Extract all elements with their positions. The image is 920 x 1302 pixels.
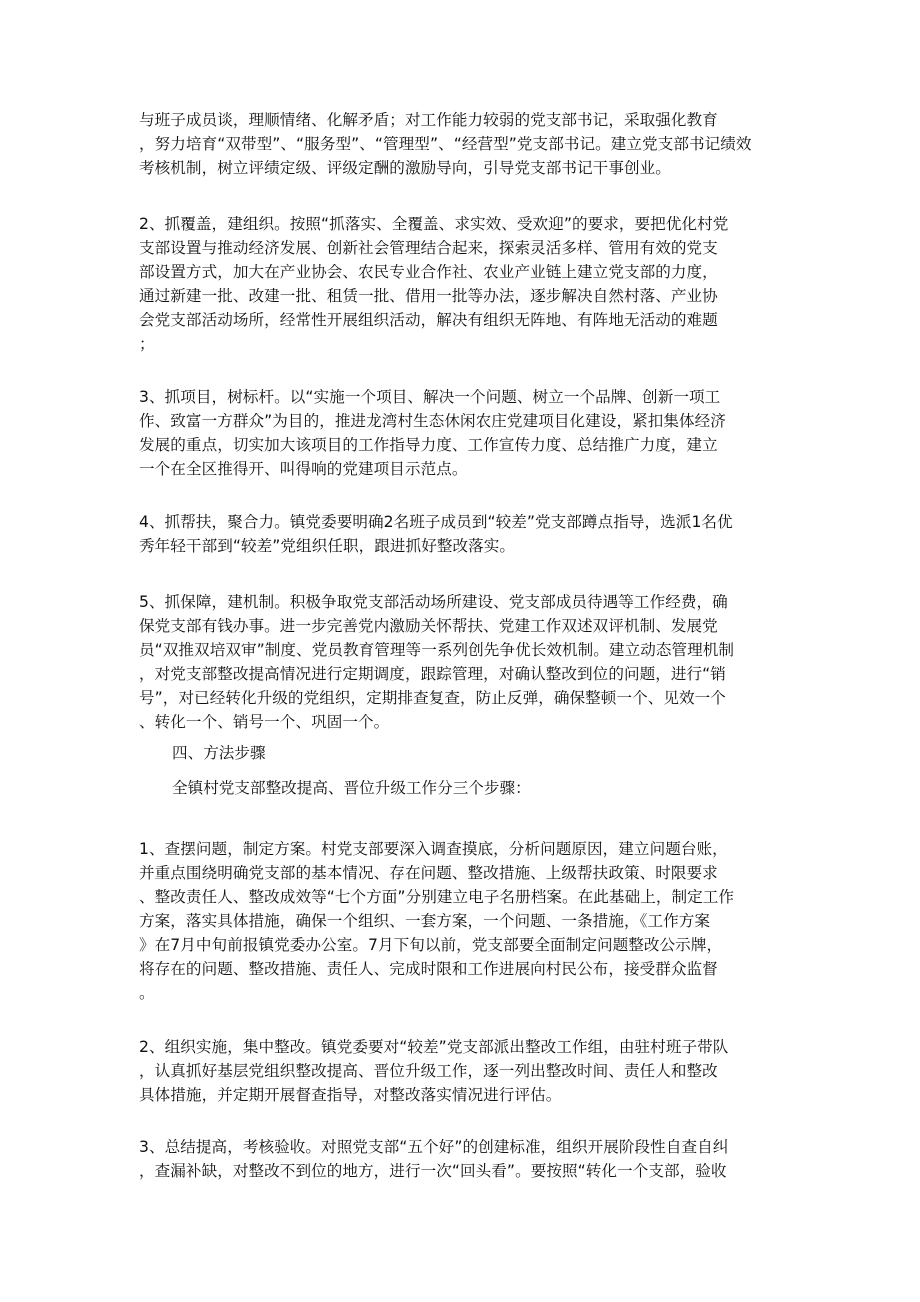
text-line: 员“双推双培双审”制度、党员教育管理等一系列创先争优长效机制。建立动态管理机制 [139,641,735,659]
text-line: ，对党支部整改提高情况进行定期调度，跟踪管理，对确认整改到位的问题，进行“销 [139,665,726,683]
paragraph-step-1 [139,837,784,1005]
paragraph-step-3 [139,1135,784,1183]
paragraph-item-3-projects [139,385,784,481]
text-line: 保党支部有钱办事。进一步完善党内激励关怀帮扶、党建工作双述双评机制、发展党 [139,617,718,635]
paragraph-item-5-guarantee [139,590,784,734]
text-line: 支部设置与推动经济发展、创新社会管理结合起来，探索灵活多样、管用有效的党支 [139,239,718,257]
text-line: 5、抓保障，建机制。积极争取党支部活动场所建设、党支部成员待遇等工作经费，确 [139,593,728,611]
text-line: ，认真抓好基层党组织整改提高、晋位升级工作，逐一列出整改时间、责任人和整改 [139,1062,718,1080]
text-line: 考核机制，树立评绩定级、评级定酬的激励导向，引导党支部书记干事创业。 [139,159,671,177]
paragraph-step-2 [139,1035,784,1107]
text-line: ，努力培育“双带型”、“服务型”、“管理型”、“经营型”党支部书记。建立党支部书记绩效 [139,135,752,153]
text-line: 会党支部活动场所，经常性开展组织活动，解决有组织无阵地、有阵地无活动的难题 [139,311,718,329]
text-line: 通过新建一批、改建一批、租赁一批、借用一批等办法，逐步解决自然村落、产业协 [139,287,718,305]
text-line: 具体措施，并定期开展督查指导，对整改落实情况进行评估。 [139,1086,562,1104]
text-line: 作、致富一方群众”为目的，推进龙湾村生态休闲农庄党建项目化建设，紧扣集体经济 [139,412,726,430]
section-intro: 全镇村党支部整改提高、晋位升级工作分三个步骤： [172,779,531,797]
text-line: 号”，对已经转化升级的党组织，定期排查复查，防止反弹，确保整顿一个、见效一个 [139,689,726,707]
text-line: 将存在的问题、整改措施、责任人、完成时限和工作进展向村民公布，接受群众监督 [139,960,718,978]
text-line: ，查漏补缺，对整改不到位的地方，进行一次“回头看”。要按照“转化一个支部，验收 [139,1162,727,1180]
text-line: 并重点围绕明确党支部的基本情况、存在问题、整改措施、上级帮扶政策、时限要求 [139,864,718,882]
text-line: 3、抓项目，树标杆。以“实施一个项目、解决一个问题、树立一个品牌、创新一项工 [139,388,721,406]
text-line: 》在7月中旬前报镇党委办公室。7月下旬以前，党支部要全面制定问题整改公示牌， [139,936,723,954]
text-line: 4、抓帮扶，聚合力。镇党委要明确2名班子成员到“较差”党支部蹲点指导，选派1名优 [139,513,733,531]
text-line: 2、组织实施，集中整改。镇党委要对“较差”党支部派出整改工作组，由驻村班子带队 [139,1038,729,1056]
text-line: 2、抓覆盖，建组织。按照“抓落实、全覆盖、求实效、受欢迎”的要求，要把优化村党 [139,215,729,233]
text-line: 。 [139,984,155,1002]
text-line: 3、总结提高，考核验收。对照党支部“五个好”的创建标准，组织开展阶段性自查自纠 [139,1138,729,1156]
text-line: 1、查摆问题，制定方案。村党支部要深入调查摸底，分析问题原因，建立问题台账， [139,840,728,858]
paragraph-cadre-training [139,108,784,180]
text-line: 方案，落实具体措施，确保一个组织、一套方案，一个问题、一条措施，《工作方案 [139,912,711,930]
text-line: 部设置方式，加大在产业协会、农民专业合作社、农业产业链上建立党支部的力度， [139,263,718,281]
paragraph-item-4-assistance [139,510,784,558]
text-line: ； [139,335,155,353]
section-heading: 四、方法步骤 [172,744,266,762]
text-line: 秀年轻干部到“较差”党组织任职，跟进抓好整改落实。 [139,537,516,555]
paragraph-item-2-coverage [139,212,784,356]
text-line: 与班子成员谈，理顺情绪、化解矛盾；对工作能力较弱的党支部书记，采取强化教育 [139,111,718,129]
text-line: 、整改责任人、整改成效等“七个方面”分别建立电子名册档案。在此基础上，制定工作 [139,888,735,906]
text-line: 发展的重点，切实加大该项目的工作指导力度、工作宣传力度、总结推广力度，建立 [139,436,718,454]
text-line: 一个在全区推得开、叫得响的党建项目示范点。 [139,460,468,478]
text-line: 、转化一个、销号一个、巩固一个。 [139,713,390,731]
